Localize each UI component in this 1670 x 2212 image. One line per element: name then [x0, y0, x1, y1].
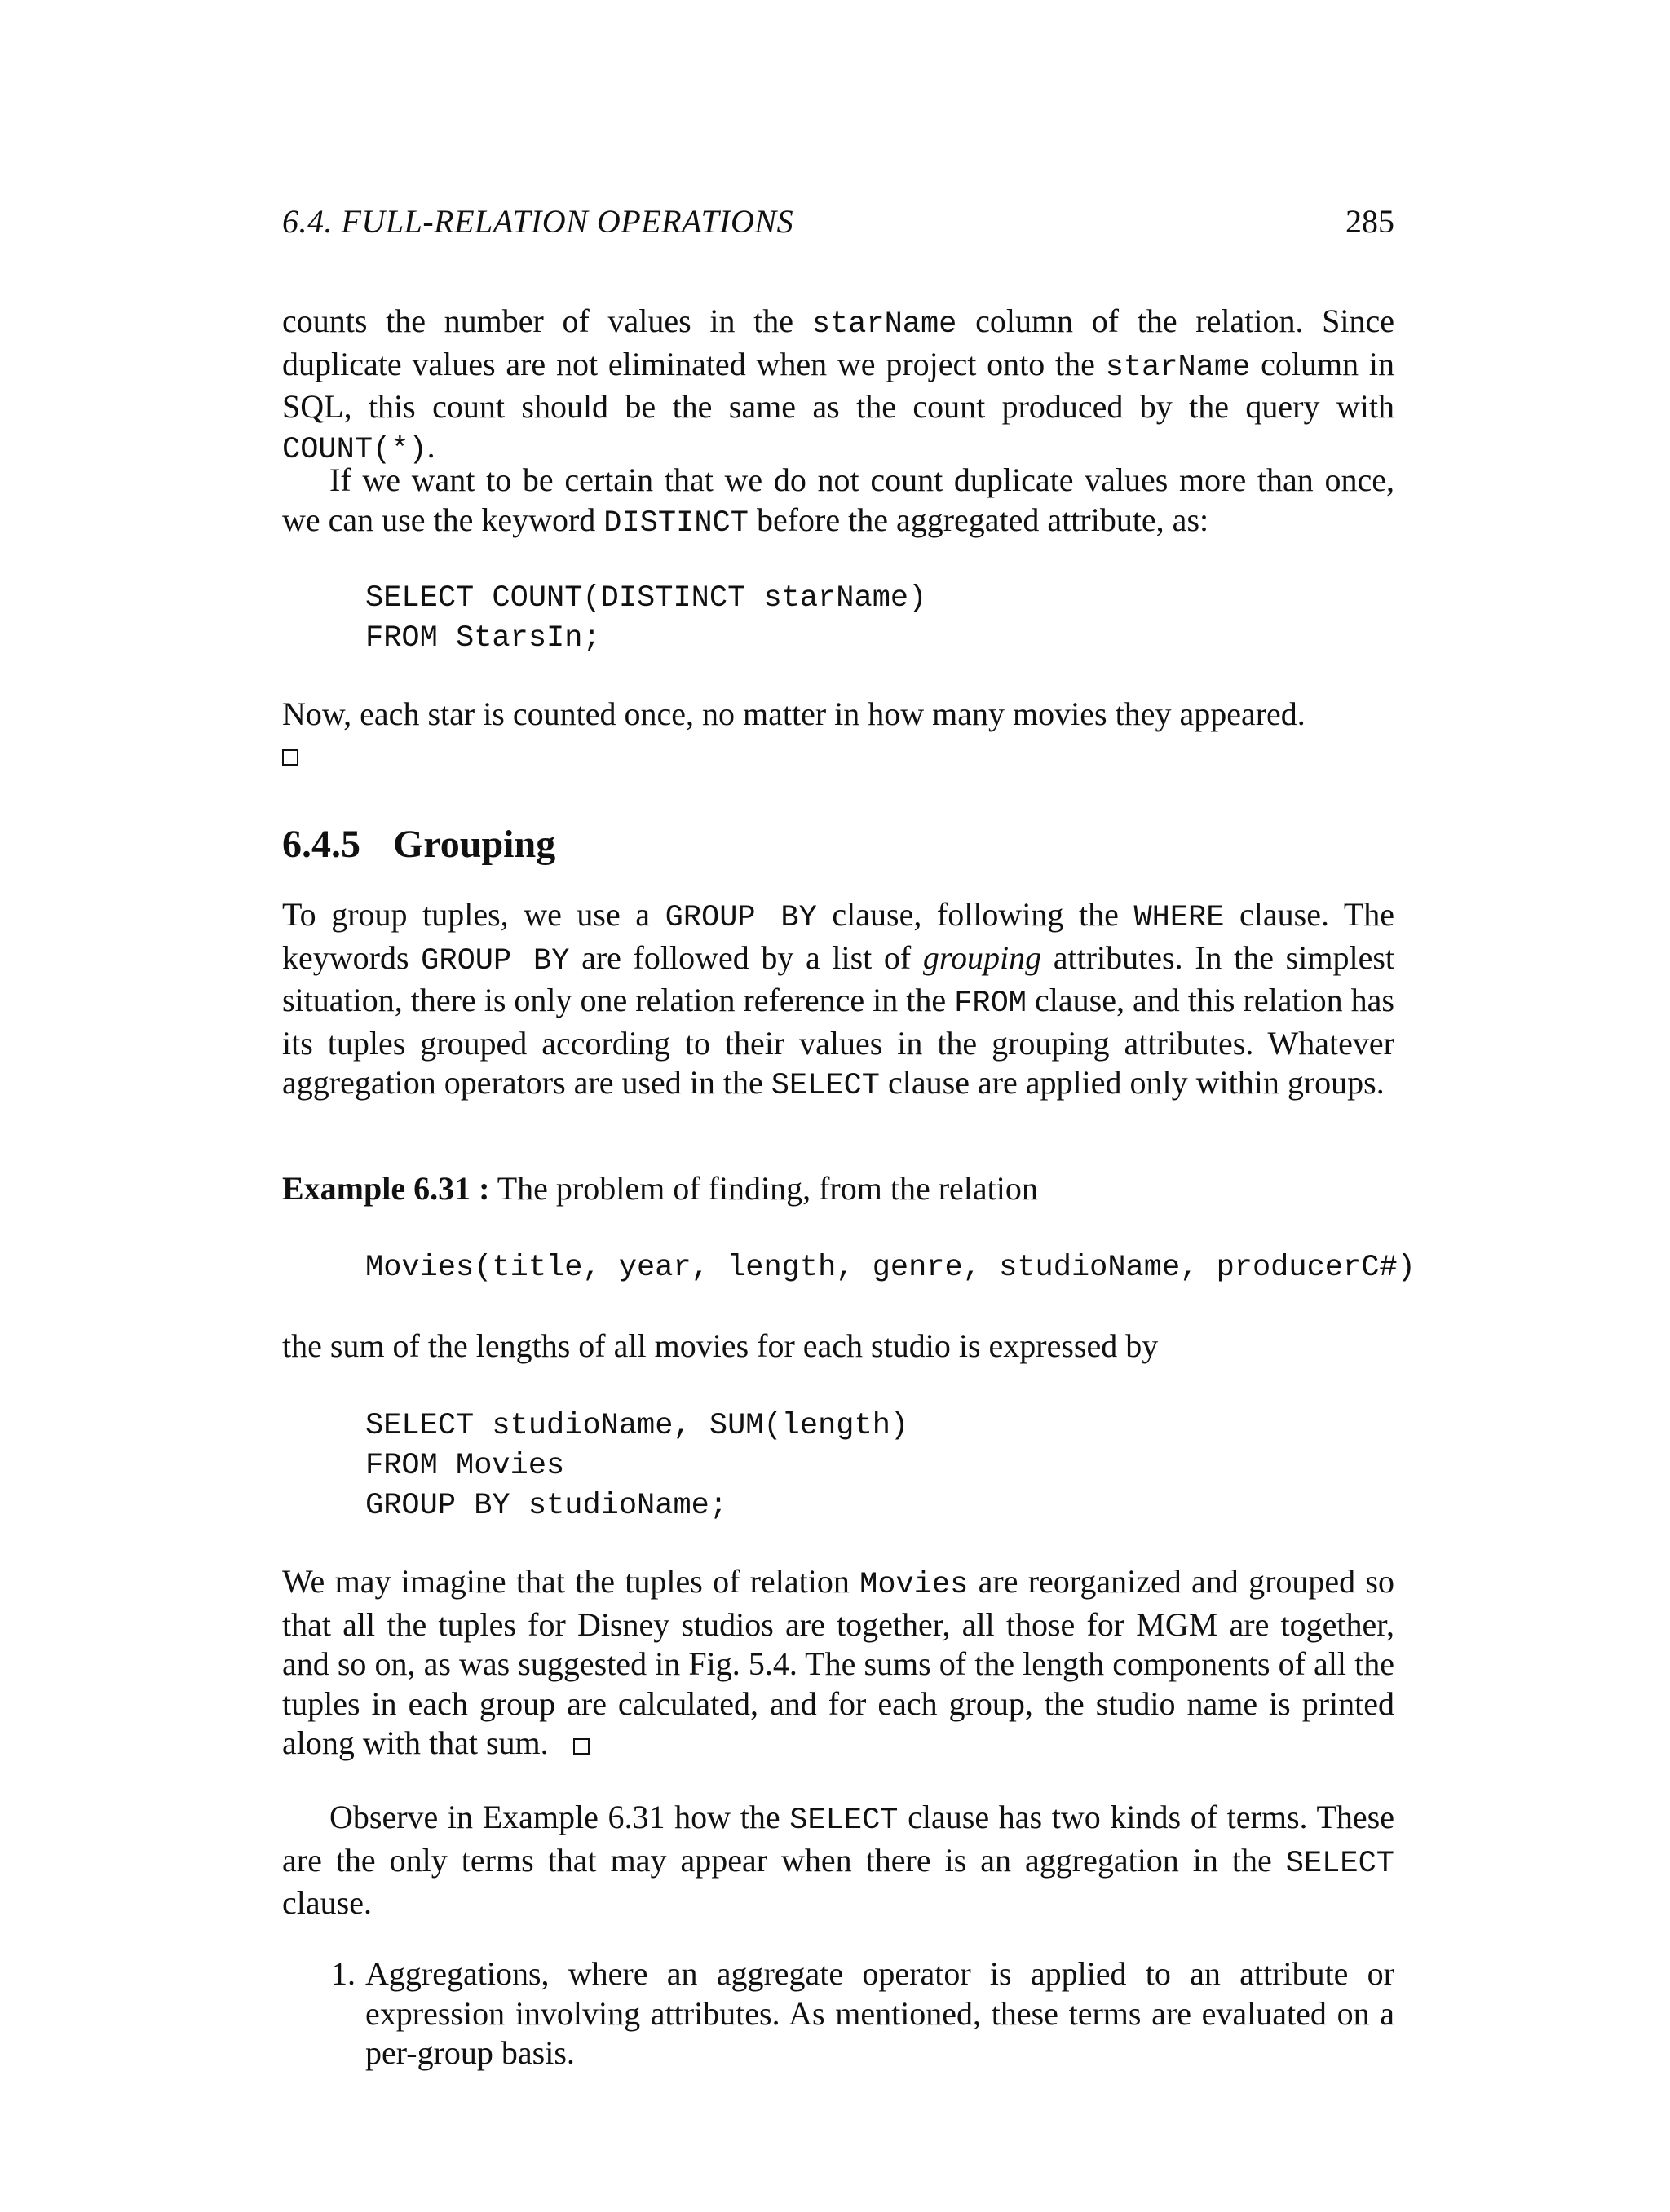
- inline-code: DISTINCT: [603, 506, 749, 541]
- inline-code: SELECT: [789, 1804, 899, 1838]
- running-title: 6.4. FULL-RELATION OPERATIONS: [282, 203, 794, 240]
- emphasis: grouping: [922, 938, 1042, 976]
- end-of-example-square-icon: [573, 1738, 590, 1755]
- inline-code: COUNT(*): [282, 432, 427, 467]
- list-marker: 1.: [331, 1955, 356, 1992]
- list-item: [282, 1954, 1394, 2073]
- code-line: FROM Movies: [365, 1449, 565, 1483]
- inline-code: starName: [811, 307, 957, 342]
- inline-code: starName: [1105, 350, 1251, 385]
- example-label: Example 6.31 :: [282, 1170, 490, 1207]
- inline-code: Movies: [859, 1568, 969, 1602]
- paragraph-two-kinds-terms: Observe in Example 6.31 how the SELECT clause has two kinds of terms. These are the only terms that may appear when there is an aggregation in the SELECT clause.: [282, 1799, 1394, 1921]
- inline-code: SELECT: [771, 1069, 880, 1103]
- example-intro: Example 6.31 : The problem of finding, from the relation: [282, 1170, 1038, 1207]
- page-number: 285: [1345, 203, 1394, 240]
- paragraph-sum-lengths: the sum of the lengths of all movies for each studio is expressed by: [282, 1327, 1159, 1364]
- inline-code: FROM: [954, 987, 1027, 1021]
- list-item-text: Aggregations, where an aggregate operator is applied to an attribute or expression involving attributes. As mentioned, these terms are evaluated on a per-group basis.: [365, 1955, 1394, 2071]
- code-block-group-by-query: [365, 1406, 1385, 1526]
- paragraph-count-starname: counts the number of values in the starName column of the relation. Since duplicate values are not eliminated when we project onto the starName column in SQL, this count should be the same as the count produced by the query with COUNT(*).: [282, 302, 1395, 467]
- code-line: Movies(title, year, length, genre, studioName, producerC#): [365, 1251, 1416, 1285]
- inline-code: WHERE: [1133, 901, 1225, 935]
- inline-code: SELECT: [1285, 1846, 1394, 1881]
- inline-code: GROUP BY: [665, 901, 817, 935]
- code-line: FROM StarsIn;: [365, 621, 601, 656]
- end-of-example-square-icon: [282, 749, 298, 766]
- code-line: SELECT COUNT(DISTINCT starName): [365, 581, 927, 616]
- paragraph-each-star: Now, each star is counted once, no matter in how many movies they appeared.: [282, 695, 1394, 774]
- paragraph-group-by: To group tuples, we use a GROUP BY clause, following the WHERE clause. The keywords GROUP BY are followed by a list of grouping attributes. In the simplest situation, there is only one relation reference in the FROM clause, and this relation has its tuples grouped according to their values in the grouping attributes. Whatever aggregation operators are used in the SELECT clause are applied only within groups.: [282, 896, 1395, 1103]
- code-block-count-distinct: [365, 579, 1385, 659]
- code-line: SELECT studioName, SUM(length): [365, 1409, 909, 1443]
- code-line: GROUP BY studioName;: [365, 1489, 728, 1523]
- inline-code: GROUP BY: [421, 943, 570, 978]
- section-heading: [282, 825, 555, 865]
- code-block-movies-schema: [365, 1248, 1416, 1288]
- paragraph-distinct: If we want to be certain that we do not count duplicate values more than once, we can use the keyword DISTINCT before the aggregated attribute, as:: [282, 461, 1394, 541]
- paragraph-reorganized: We may imagine that the tuples of relation Movies are reorganized and grouped so that all the tuples for Disney studios are together, all those for MGM are together, and so on, as was suggested in Fig. 5.4. The sums of the length components of all the tuples in each group are calculated, and for each group, the studio name is printed along with that sum.: [282, 1563, 1394, 1761]
- section-title: Grouping: [393, 823, 556, 866]
- section-number: 6.4.5: [282, 823, 360, 866]
- running-head: [282, 202, 1394, 251]
